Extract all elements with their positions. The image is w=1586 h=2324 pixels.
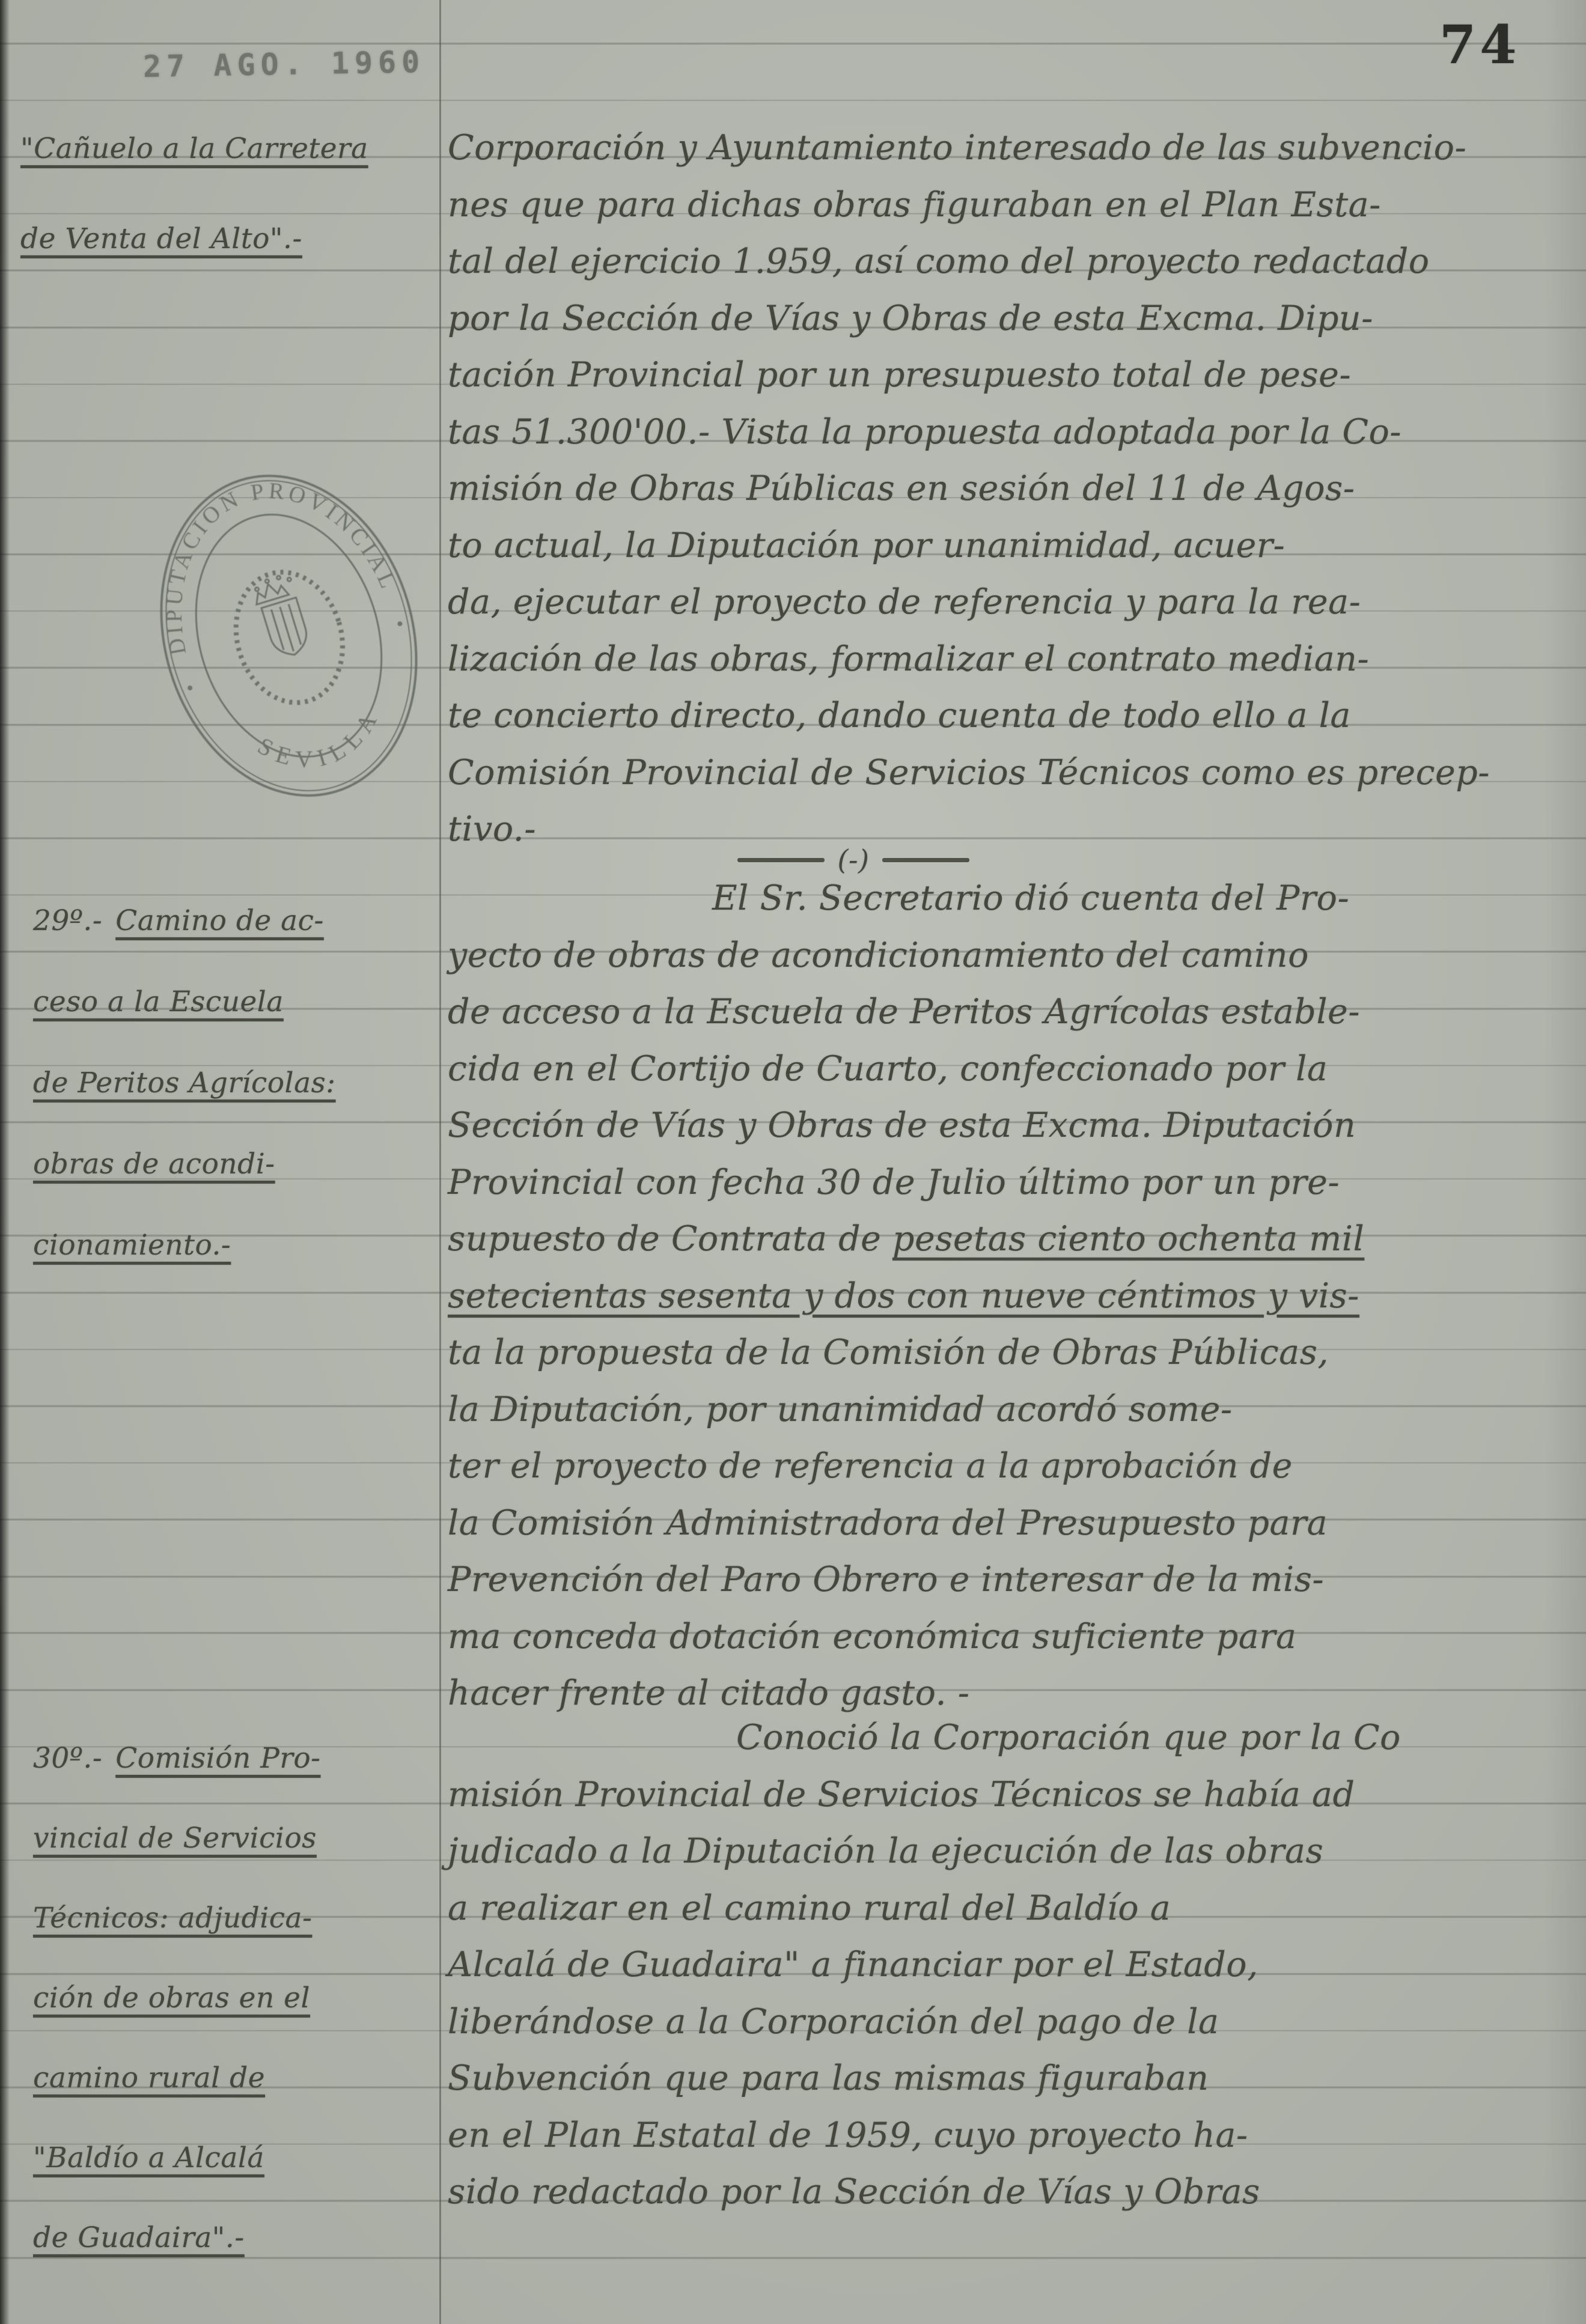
body-line: la Comisión Administradora del Presupuesto para (448, 1503, 1328, 1543)
body-line: de acceso a la Escuela de Peritos Agrícolas estable- (448, 992, 1361, 1032)
margin-note-line: "Cañuelo a la Carretera (20, 132, 368, 165)
seal-top-text: DIPUTACION PROVINCIAL (161, 478, 403, 657)
body-line: ter el proyecto de referencia a la aprobación de (448, 1446, 1293, 1486)
separator-dash-icon (882, 858, 969, 862)
body-line: ma conceda dotación económica suficiente para (448, 1616, 1297, 1656)
margin-note-line: Técnicos: adjudica- (33, 1902, 313, 1935)
body-line: judicado a la Diputación la ejecución de las obras (448, 1831, 1324, 1871)
margin-note-line: "Baldío a Alcalá (33, 2141, 264, 2174)
body-line: tación Provincial por un presupuesto total de pese- (448, 355, 1352, 395)
seal-right-dot-icon (397, 621, 403, 627)
item-number: 29º.- (33, 904, 103, 937)
body-line: El Sr. Secretario dió cuenta del Pro- (712, 878, 1350, 918)
body-line: Subvención que para las mismas figuraban (448, 2058, 1209, 2098)
margin-note-line: ción de obras en el (33, 1982, 311, 2015)
body-line: nes que para dichas obras figuraban en el Plan Esta- (448, 184, 1381, 225)
seal-crest-icon (221, 559, 359, 716)
body-line: Prevención del Paro Obrero e interesar de la mis- (448, 1560, 1325, 1599)
margin-note-line: de Guadaira".- (33, 2221, 245, 2254)
body-line: Provincial con fecha 30 de Julio último por un pre- (448, 1162, 1340, 1202)
body-line: te concierto directo, dando cuenta de todo ello a la (448, 696, 1351, 735)
margin-note-line: de Peritos Agrícolas: (33, 1066, 336, 1100)
body-line: cida en el Cortijo de Cuarto, confeccionado por la (448, 1048, 1328, 1089)
separator-dash-icon (737, 858, 825, 862)
body-line: ta la propuesta de la Comisión de Obras Públicas, (448, 1333, 1329, 1372)
body-line: da, ejecutar el proyecto de referencia y para la rea- (448, 582, 1361, 622)
margin-note-28-continuation (20, 104, 441, 284)
margin-note-line: 30º.- Comisión Pro- (33, 1742, 321, 1775)
body-line: hacer frente al citado gasto. - (448, 1673, 970, 1713)
body-line: misión Provincial de Servicios Técnicos se había ad (448, 1774, 1355, 1814)
body-line: Sección de Vías y Obras de esta Excma. Diputación (448, 1106, 1356, 1145)
body-line: sido redactado por la Sección de Vías y Obras (448, 2172, 1260, 2212)
separator-mark: (-) (837, 844, 870, 876)
body-paragraph-28-continuation (448, 120, 1578, 858)
body-line: yecto de obras de acondicionamiento del camino (448, 935, 1309, 975)
body-line: to actual, la Diputación por unanimidad, acuer- (448, 525, 1286, 565)
margin-note-line: camino rural de (33, 2061, 266, 2094)
margin-note-line: cionamiento.- (33, 1229, 231, 1262)
seal-left-dot-icon (187, 685, 193, 691)
margin-note-line: 29º.- Camino de ac- (33, 904, 324, 937)
body-line: Conoció la Corporación que por la Co (736, 1718, 1401, 1757)
body-line: Comisión Provincial de Servicios Técnicos como es precep- (448, 752, 1490, 792)
body-line: tas 51.300'00.- Vista la propuesta adoptada por la Co- (448, 412, 1402, 452)
provincial-seal-stamp-icon (109, 427, 469, 845)
margin-note-line: de Venta del Alto".- (20, 222, 302, 255)
date-stamp: 27 AGO. 1960 (142, 44, 425, 85)
body-line: liberándose a la Corporación del pago de la (448, 2001, 1219, 2042)
body-line: misión de Obras Públicas en sesión del 11 de Agos- (448, 469, 1355, 508)
seal-bottom-text: SEVILLA (253, 702, 386, 773)
body-line: a realizar en el camino rural del Baldío a (448, 1888, 1171, 1928)
binding-edge (0, 0, 10, 2324)
body-line: tivo.- (448, 809, 537, 849)
underlined-amount: pesetas ciento ochenta mil (892, 1219, 1365, 1259)
page-number: 74 (1439, 13, 1520, 76)
margin-note-29 (33, 880, 454, 1286)
margin-note-line: vincial de Servicios (33, 1822, 317, 1855)
body-paragraph-29 (448, 870, 1578, 1722)
body-line: Corporación y Ayuntamiento interesado de las subvencio- (448, 128, 1467, 168)
body-line-amount: supuesto de Contrata de pesetas ciento ochenta mil (448, 1219, 1365, 1259)
body-line: la Diputación, por unanimidad acordó some- (448, 1389, 1233, 1429)
body-line-amount-underlined: setecientas sesenta y dos con nueve céntimos y vis- (448, 1276, 1359, 1316)
body-line: en el Plan Estatal de 1959, cuyo proyecto ha- (448, 2115, 1248, 2155)
body-line: por la Sección de Vías y Obras de esta Excma. Dipu- (448, 298, 1373, 338)
item-number: 30º.- (33, 1742, 103, 1775)
body-paragraph-30 (448, 1709, 1578, 2221)
margin-note-line: ceso a la Escuela (33, 985, 284, 1018)
margin-note-30 (33, 1718, 454, 2278)
body-line: tal del ejercicio 1.959, así como del proyecto redactado (448, 242, 1430, 281)
margin-note-line: obras de acondi- (33, 1148, 275, 1181)
body-line: Alcalá de Guadaira" a financiar por el Estado, (448, 1945, 1258, 1985)
body-line: lización de las obras, formalizar el contrato median- (448, 639, 1370, 679)
